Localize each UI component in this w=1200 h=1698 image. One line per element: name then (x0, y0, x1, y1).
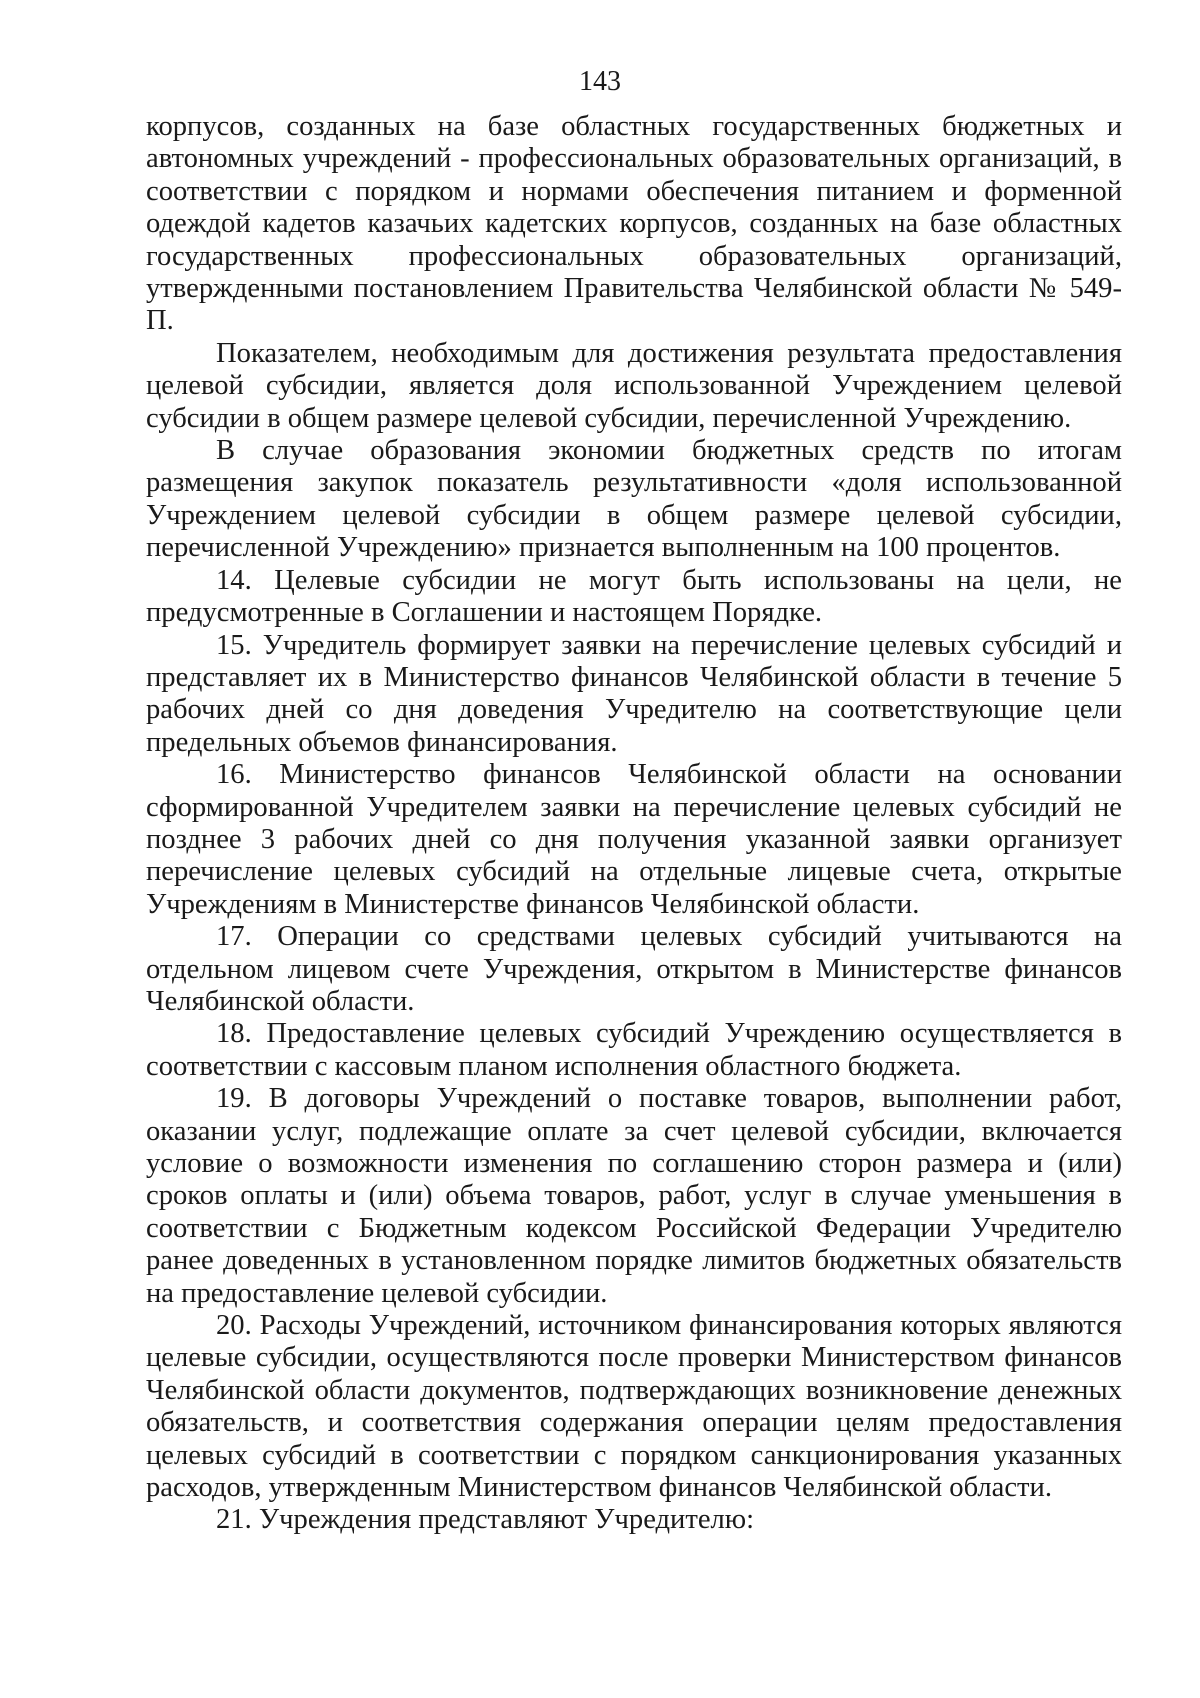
paragraph-continuation: корпусов, созданных на базе областных государственных бюджетных и автономных учреждений - профессиональных образовательных организаций, в соответствии с порядком и нормами обеспечения питанием и форменной одеждой кадетов казачьих кадетских корпусов, созданных на базе областных государственных профессиональных образовательных организаций, утвержденными постановлением Правительства Челябинской области № 549-П. (146, 111, 1122, 337)
paragraph-economy: В случае образования экономии бюджетных средств по итогам размещения закупок показатель результативности «доля использованной Учреждением целевой субсидии в общем размере целевой субсидии, перечисленной Учреждению» признается выполненным на 100 процентов. (146, 435, 1122, 564)
paragraph-14: 14. Целевые субсидии не могут быть использованы на цели, не предусмотренные в Соглашении и настоящем Порядке. (146, 564, 1122, 629)
document-body (146, 111, 1122, 1537)
paragraph-15: 15. Учредитель формирует заявки на перечисление целевых субсидий и представляет их в Министерство финансов Челябинской области в течение 5 рабочих дней со дня доведения Учредителю на соответствующие цели предельных объемов финансирования. (146, 629, 1122, 758)
paragraph-indicator: Показателем, необходимым для достижения результата предоставления целевой субсидии, является доля использованной Учреждением целевой субсидии в общем размере целевой субсидии, перечисленной Учреждению. (146, 337, 1122, 434)
paragraph-16: 16. Министерство финансов Челябинской области на основании сформированной Учредителем заявки на перечисление целевых субсидий не позднее 3 рабочих дней со дня получения указанной заявки организует перечисление целевых субсидий на отдельные лицевые счета, открытые Учреждениям в Министерстве финансов Челябинской области. (146, 759, 1122, 920)
paragraph-17: 17. Операции со средствами целевых субсидий учитываются на отдельном лицевом счете Учреждения, открытом в Министерстве финансов Челябинской области. (146, 921, 1122, 1017)
paragraph-21: 21. Учреждения представляют Учредителю: (216, 1504, 755, 1536)
paragraph-19: 19. В договоры Учреждений о поставке товаров, выполнении работ, оказании услуг, подлежащие оплате за счет целевой субсидии, включается условие о возможности изменения по соглашению сторон размера и (или) сроков оплаты и (или) объема товаров, работ, услуг в случае уменьшения в соответствии с Бюджетным кодексом Российской Федерации Учредителю ранее доведенных в установленном порядке лимитов бюджетных обязательств на предоставление целевой субсидии. (146, 1083, 1122, 1309)
paragraph-20: 20. Расходы Учреждений, источником финансирования которых являются целевые субсидии, осуществляются после проверки Министерством финансов Челябинской области документов, подтверждающих возникновение денежных обязательств, и соответствия содержания операции целям предоставления целевых субсидий в соответствии с порядком санкционирования указанных расходов, утвержденным Министерством финансов Челябинской области. (146, 1310, 1122, 1504)
page-number: 143 (579, 66, 621, 97)
paragraph-18: 18. Предоставление целевых субсидий Учреждению осуществляется в соответствии с кассовым планом исполнения областного бюджета. (146, 1018, 1122, 1082)
